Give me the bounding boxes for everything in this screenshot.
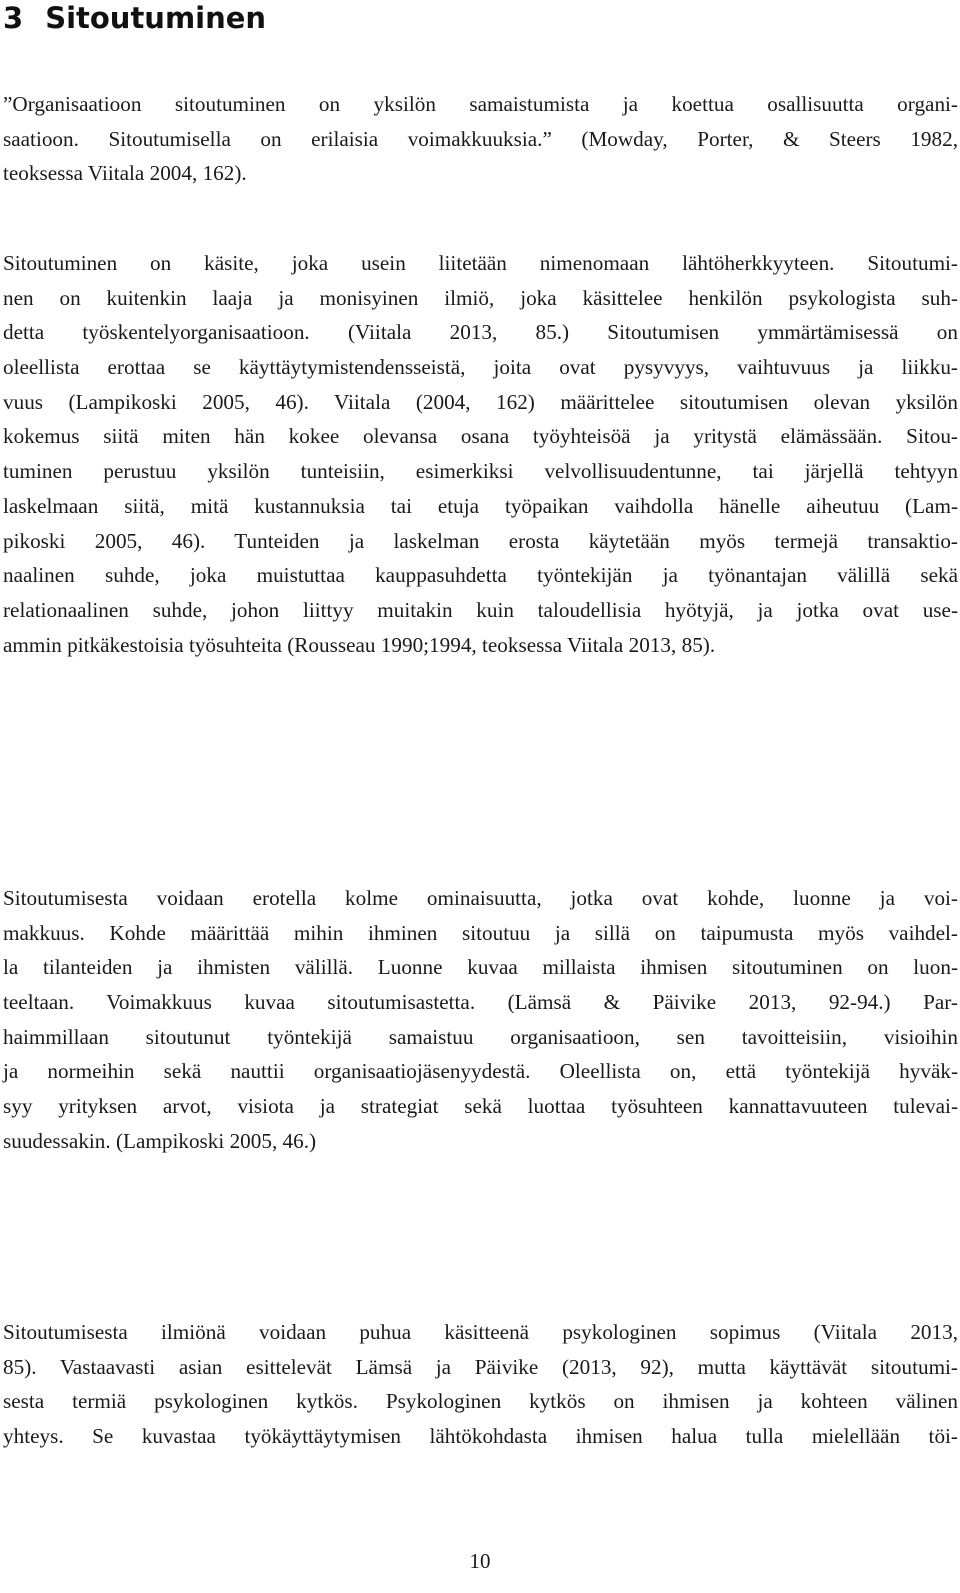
section-heading xyxy=(3,0,266,36)
text-line: laskelmaan siitä, mitä kustannuksia tai etuja työpaikan vaihdolla hänelle aiheutuu (Lam- xyxy=(3,493,958,518)
section-number: 3 xyxy=(3,1,24,35)
text-line: oleellista erottaa se käyttäytymistendensseistä, joita ovat pysyvyys, vaihtuvuus ja liikku- xyxy=(3,355,958,380)
text-line: Sitoutumisesta voidaan erotella kolme ominaisuutta, jotka ovat kohde, luonne ja voi- xyxy=(3,886,958,910)
text-line: syy yrityksen arvot, visiota ja strategiat sekä luottaa työsuhteen kannattavuuteen tulevai- xyxy=(3,1094,958,1119)
text-line: vuus (Lampikoski 2005, 46). Viitala (2004, 162) määrittelee sitoutumisen olevan yksilön xyxy=(3,389,958,414)
text-line: teoksessa Viitala 2004, 162). xyxy=(3,161,247,186)
text-line: relationaalinen suhde, johon liittyy muitakin kuin taloudellisia hyötyjä, ja jotka ovat use- xyxy=(3,597,958,622)
text-line: teeltaan. Voimakkuus kuvaa sitoutumisastetta. (Lämsä & Päivike 2013, 92-94.) Par- xyxy=(3,990,958,1015)
section-title: Sitoutuminen xyxy=(45,1,267,35)
paragraph-3 xyxy=(3,881,958,1159)
text-line: pikoski 2005, 46). Tunteiden ja laskelman erosta käytetään myös termejä transaktio- xyxy=(3,528,958,553)
text-line: ”Organisaatioon sitoutuminen on yksilön samaistumista ja koettua osallisuutta organi- xyxy=(3,92,958,116)
page-number: 10 xyxy=(469,1549,491,1573)
text-line: naalinen suhde, joka muistuttaa kauppasuhdetta työntekijän ja työnantajan välillä sekä xyxy=(3,563,958,588)
text-line: suudessakin. (Lampikoski 2005, 46.) xyxy=(3,1128,317,1153)
paragraph-4 xyxy=(3,1315,958,1454)
text-line: nen on kuitenkin laaja ja monisyinen ilmiö, joka käsittelee henkilön psykologista suh- xyxy=(3,285,958,310)
text-line: 85). Vastaavasti asian esittelevät Lämsä ja Päivike (2013, 92), mutta käyttävät sitoutumi- xyxy=(3,1354,958,1379)
text-line: yhteys. Se kuvastaa työkäyttäytymisen lähtökohdasta ihmisen halua tulla mielellään töi- xyxy=(3,1424,958,1449)
text-line: detta työskentelyorganisaatioon. (Viitala 2013, 85.) Sitoutumisen ymmärtämisessä on xyxy=(3,320,958,345)
text-line: sesta termiä psykologinen kytkös. Psykologinen kytkös on ihmisen ja kohteen välinen xyxy=(3,1389,958,1414)
text-line: kokemus siitä miten hän kokee olevansa osana työyhteisöä ja yritystä elämässään. Sitou- xyxy=(3,424,958,449)
text-line: Sitoutumisesta ilmiönä voidaan puhua käsitteenä psykologinen sopimus (Viitala 2013, xyxy=(3,1320,958,1344)
text-line: ammin pitkäkestoisia työsuhteita (Rousseau 1990;1994, teoksessa Viitala 2013, 85). xyxy=(3,632,716,657)
text-line: tuminen perustuu yksilön tunteisiin, esimerkiksi velvollisuudentunne, tai järjellä tehtyyn xyxy=(3,459,958,484)
text-line: haimmillaan sitoutunut työntekijä samaistuu organisaatioon, sen tavoitteisiin, visioihin xyxy=(3,1024,958,1049)
text-line: makkuus. Kohde määrittää mihin ihminen sitoutuu ja sillä on taipumusta myös vaihdel- xyxy=(3,920,958,945)
text-line: Sitoutuminen on käsite, joka usein liitetään nimenomaan lähtöherkkyyteen. Sitoutumi- xyxy=(3,251,958,275)
paragraph-2 xyxy=(3,246,958,662)
text-line: la tilanteiden ja ihmisten välillä. Luonne kuvaa millaista ihmisen sitoutuminen on luon- xyxy=(3,955,958,980)
text-line: ja normeihin sekä nauttii organisaatiojäsenyydestä. Oleellista on, että työntekijä hyväk- xyxy=(3,1059,958,1084)
paragraph-1 xyxy=(3,87,958,191)
text-line: saatioon. Sitoutumisella on erilaisia voimakkuuksia.” (Mowday, Porter, & Steers 1982, xyxy=(3,126,958,151)
